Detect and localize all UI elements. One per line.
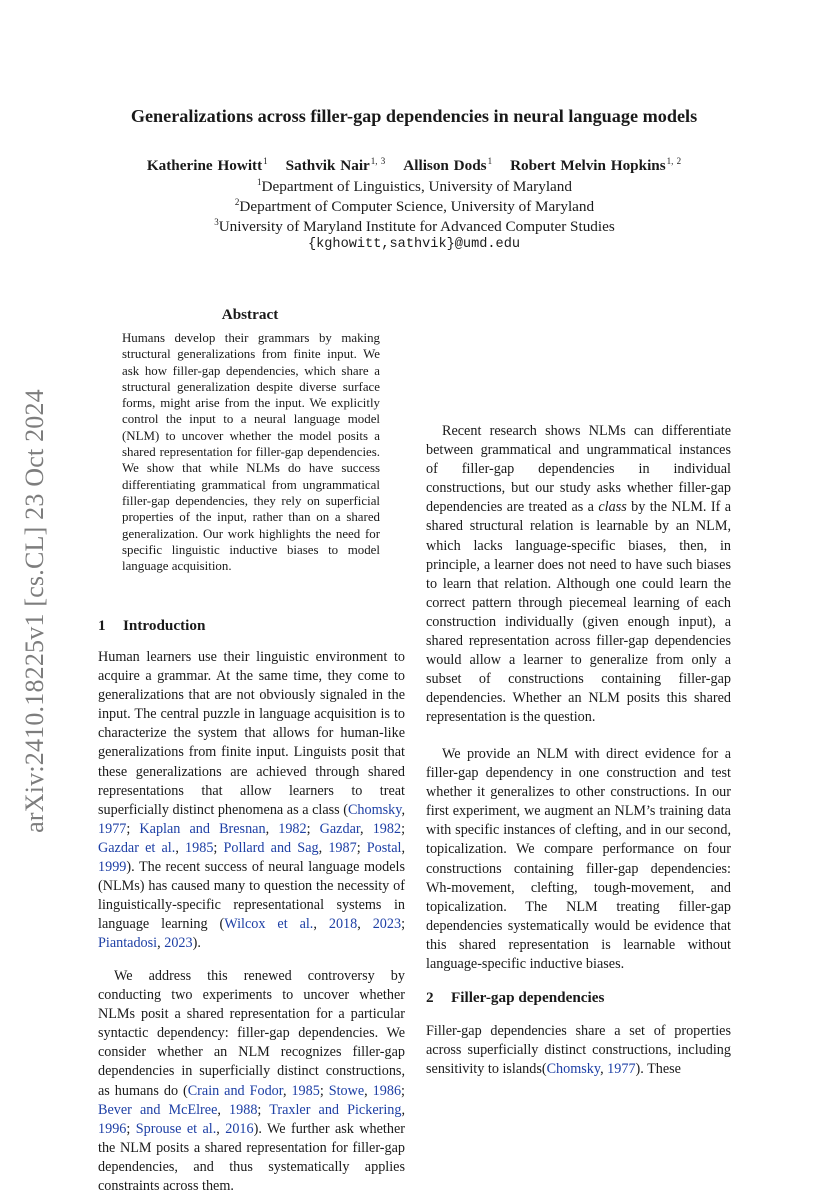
- body-text: by the NLM. If a shared structural relation is learnable by an NLM, which lacks language-specific biases, then, in principle, a learner does not need to have such biases to learn that relation. Although one could learn the correct pattern through piecemeal learning of each construction individually (given enough input), a shared representation across filler-gap dependencies would allow a learner to generalize from only a subset of constructions containing filler-gap dependencies. Whether an NLM posits this shared representation is the question.: [426, 499, 731, 726]
- body-text: ,: [157, 935, 165, 952]
- author-name: Allison Dods$^1$: [403, 156, 493, 174]
- author-name: Sathvik Nair$^{1, 3}$: [285, 156, 386, 174]
- citation-link[interactable]: 1988: [229, 1101, 258, 1118]
- citation-link[interactable]: Gazdar et al.: [98, 839, 176, 856]
- filler-gap-paragraph: [426, 1022, 731, 1079]
- affiliation: $^3$University of Maryland Institute for Advanced Computer Studies: [214, 217, 615, 235]
- citation-link[interactable]: Piantadosi: [98, 935, 158, 952]
- citation-link[interactable]: 2018: [328, 916, 358, 933]
- body-text: ;: [126, 1120, 136, 1137]
- body-text: ,: [401, 839, 406, 856]
- intro-paragraph-1: [98, 648, 405, 954]
- body-text: ,: [265, 820, 279, 837]
- citation-link[interactable]: Pollard and Sag: [223, 839, 319, 856]
- citation-link[interactable]: 1977: [607, 1061, 636, 1078]
- body-text: ,: [357, 916, 373, 933]
- body-text: ). These: [635, 1061, 681, 1078]
- author-name: Katherine Howitt$^1$: [146, 156, 268, 174]
- body-text: Recent research shows NLMs can differentiate between grammatical and ungrammatical instances of filler-gap dependencies in individual constructions, but our study asks whether filler-gap dependencies are treated as a: [426, 423, 731, 516]
- body-text: We provide an NLM with direct evidence for a filler-gap dependency in one construction and test whether it generalizes to other constructions. In our first experiment, we augment an NLM’s training data with specific instances of clefting, and in our second, topicalization. We compare performance on four constructions containing filler-gap dependencies: Wh-movement, clefting, tough-movement, and topicalization. The NLM treating filler-gap dependencies systematically would be evidence that this shared representation is learnable without language-specific inductive biases.: [426, 746, 731, 973]
- body-text: We address this renewed controversy by conducting two experiments to uncover whether NLMs posit a shared representation for a particular syntactic dependency: filler-gap dependencies. We consider whether an NLM recognizes filler-gap dependencies in superficially distinct constructions, as humans do (: [98, 968, 405, 1099]
- body-text: ). The recent success of neural language models (NLMs) has caused many to question the necessity of linguistically-specific representational systems in language learning (: [98, 859, 405, 933]
- citation-link[interactable]: 1977: [98, 820, 127, 837]
- section-heading-filler-gap: 2 Filler-gap dependencies: [426, 989, 605, 1006]
- citation-link[interactable]: 1985: [291, 1082, 320, 1099]
- citation-link[interactable]: 1996: [98, 1120, 127, 1137]
- body-text: ;: [319, 1082, 329, 1099]
- body-text: ,: [282, 1082, 292, 1099]
- arxiv-identifier: arXiv:2410.18225v1 [cs.CL] 23 Oct 2024: [20, 388, 49, 833]
- body-text: ,: [175, 839, 186, 856]
- author-email: {kghowitt,sathvik}@umd.edu: [307, 237, 521, 252]
- intro-paragraph-3: [426, 422, 731, 728]
- body-text: ;: [401, 820, 406, 837]
- body-text: ;: [306, 820, 320, 837]
- body-text: ,: [600, 1061, 608, 1078]
- citation-link[interactable]: 2023: [372, 916, 402, 933]
- citation-link[interactable]: 1999: [98, 859, 127, 876]
- body-text: ).: [192, 935, 201, 952]
- citation-link[interactable]: Postal: [366, 839, 402, 856]
- body-text: ;: [401, 1082, 405, 1099]
- emphasis-text: class: [598, 499, 627, 516]
- citation-link[interactable]: 2023: [164, 935, 193, 952]
- citation-link[interactable]: Chomsky: [546, 1061, 601, 1078]
- body-text: ;: [126, 820, 140, 837]
- citation-link[interactable]: Stowe: [328, 1082, 365, 1099]
- citation-link[interactable]: 1985: [185, 839, 214, 856]
- section-heading-introduction: 1 Introduction: [98, 617, 206, 634]
- body-text: ,: [318, 839, 329, 856]
- citation-link[interactable]: 1982: [278, 820, 307, 837]
- body-text: ;: [257, 1101, 270, 1118]
- affiliation: $^2$Department of Computer Science, University of Maryland: [234, 197, 595, 215]
- body-text: ,: [364, 1082, 373, 1099]
- body-text: Human learners use their linguistic environment to acquire a grammar. At the same time, they come to generalizations that are not obviously signaled in the input. The central puzzle in language acquisition is to characterize the system that allows for human-like generalizations from finite input. Linguists posit that these generalizations are achieved through shared representations that allow learners to treat superficially distinct phenomena as a class (: [98, 649, 405, 818]
- intro-paragraph-2: [98, 967, 405, 1196]
- citation-link[interactable]: Wilcox et al.: [224, 916, 314, 933]
- author-list: [98, 156, 730, 175]
- body-text: ,: [360, 820, 373, 837]
- citation-link[interactable]: Gazdar: [319, 820, 361, 837]
- citation-link[interactable]: Chomsky: [347, 801, 402, 818]
- body-text: ;: [213, 839, 224, 856]
- citation-link[interactable]: Traxler and Pickering: [269, 1101, 402, 1118]
- citation-link[interactable]: 1982: [372, 820, 402, 837]
- body-text: ,: [401, 1101, 406, 1118]
- author-name: Robert Melvin Hopkins$^{1, 2}$: [510, 156, 682, 174]
- affiliation: $^1$Department of Linguistics, University of Maryland: [257, 177, 572, 195]
- citation-link[interactable]: Kaplan and Bresnan: [139, 820, 266, 837]
- body-text: ). We further ask whether the NLM posits a shared representation for filler-gap dependencies, and thus systematically applies constraints across them.: [98, 1120, 405, 1195]
- citation-link[interactable]: 2016: [225, 1120, 254, 1137]
- citation-link[interactable]: Bever and McElree: [98, 1101, 218, 1118]
- citation-link[interactable]: Crain and Fodor: [187, 1082, 283, 1099]
- body-text: ,: [401, 801, 405, 818]
- paper-title: Generalizations across filler-gap dependencies in neural language models: [130, 106, 698, 126]
- body-text: ,: [313, 916, 329, 933]
- body-text: ,: [216, 1120, 226, 1137]
- body-text: ;: [401, 916, 406, 933]
- intro-paragraph-4: [426, 745, 731, 974]
- citation-link[interactable]: 1986: [372, 1082, 402, 1099]
- body-text: ;: [356, 839, 367, 856]
- body-text: ,: [217, 1101, 230, 1118]
- citation-link[interactable]: 1987: [328, 839, 357, 856]
- abstract-text: Humans develop their grammars by making structural generalizations from finite input. We ask how filler-gap dependencies, which share a structural generalization despite diverse surface forms, might arise from the input. We explicitly control the input to a neural language model (NLM) to uncover whether the model posits a shared representation for filler-gap dependencies. We show that while NLMs do have success differentiating grammatical from ungrammatical filler-gap dependencies, they rely on superficial properties of the input, rather than on a shared generalization. Our work highlights the need for specific linguistic inductive biases to model language acquisition.: [122, 331, 380, 574]
- citation-link[interactable]: Sprouse et al.: [135, 1120, 217, 1137]
- body-text: Filler-gap dependencies share a set of properties across superficially distinct constructions, including sensitivity to islands(: [426, 1023, 731, 1078]
- abstract-heading: Abstract: [221, 306, 279, 323]
